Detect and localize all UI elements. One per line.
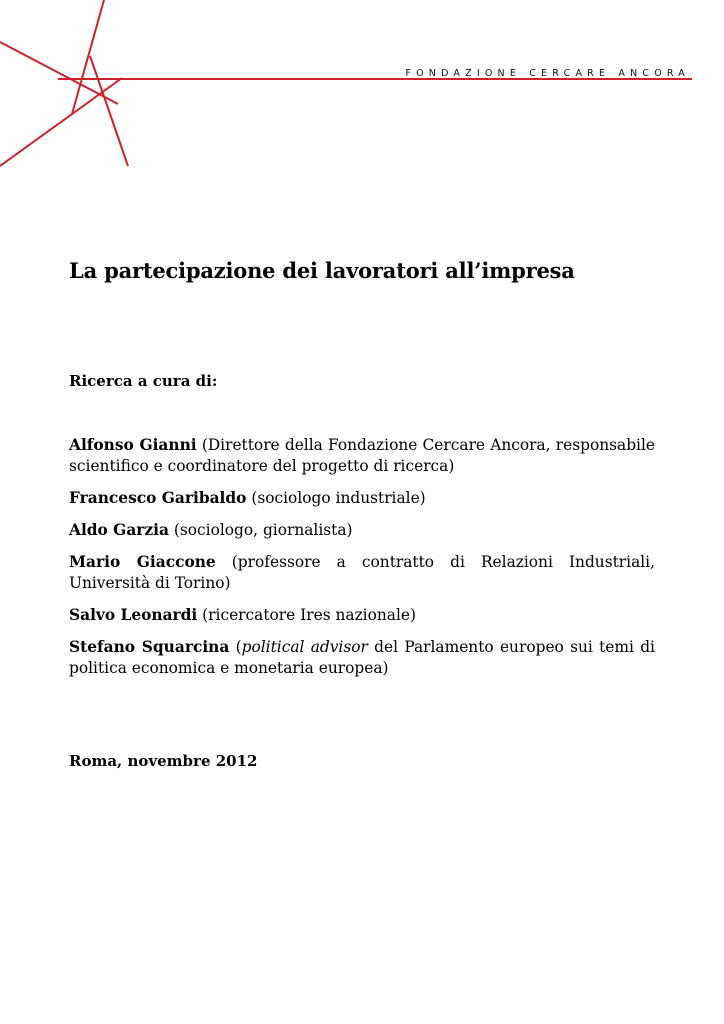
author-role: (professore a contratto di Relazioni Industriali, Università di Torino) [69,553,655,592]
author-entry [69,552,655,594]
red-star-lines-logo-icon [0,0,724,200]
author-role-open: ( [235,638,242,656]
author-entry [69,488,655,509]
author-role-emphasis: political advisor [241,638,368,656]
edited-by-label: Ricerca a cura di: [69,372,218,390]
author-role: (sociologo, giornalista) [173,521,353,539]
author-role: (ricercatore Ires nazionale) [202,606,416,624]
author-role: (Direttore della Fondazione Cercare Ancora, responsabile scientifico e coordinatore del progetto di ricerca) [69,436,656,475]
place-date: Roma, novembre 2012 [69,752,258,770]
foundation-name: FONDAZIONE CERCARE ANCORA [405,68,690,79]
document-title: La partecipazione dei lavoratori all’impresa [69,258,575,283]
author-list [69,435,655,690]
author-name: Stefano Squarcina [69,638,230,656]
author-name: Alfonso Gianni [69,436,197,454]
author-role-rest: del Parlamento europeo sui temi di politica economica e monetaria europea) [69,638,655,677]
author-name: Francesco Garibaldo [69,489,247,507]
author-entry [69,435,655,477]
author-entry [69,605,655,626]
author-role: (sociologo industriale) [251,489,426,507]
author-name: Aldo Garzia [69,521,169,539]
author-name: Mario Giaccone [69,553,216,571]
author-name: Salvo Leonardi [69,606,198,624]
author-entry [69,637,655,679]
author-entry [69,520,655,541]
